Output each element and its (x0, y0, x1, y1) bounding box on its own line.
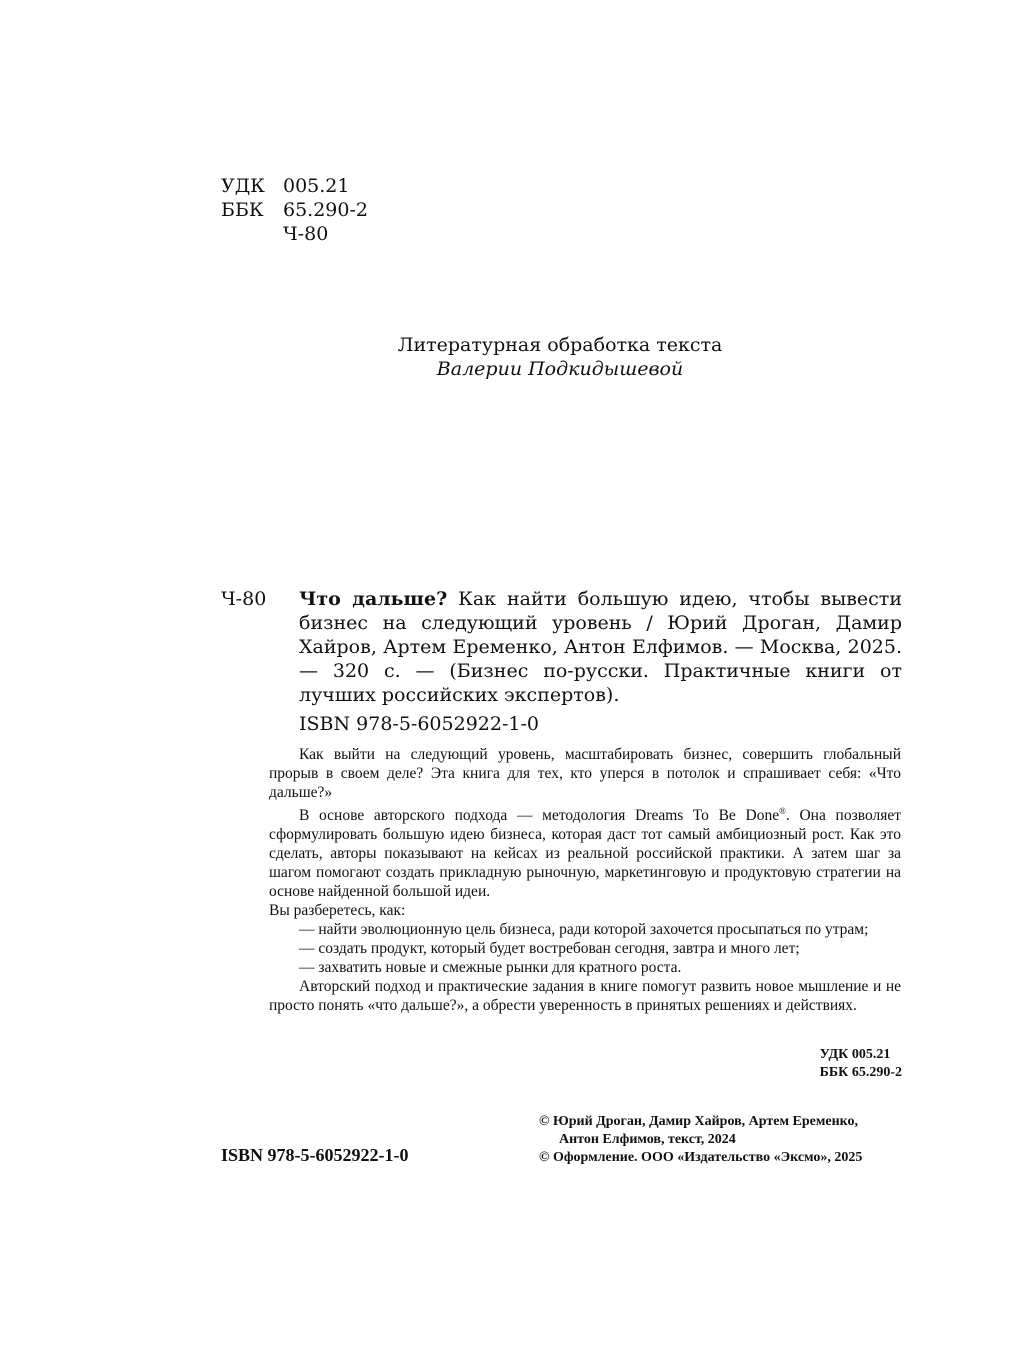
copyright-text: Антон Елфимов, текст, 2024 (559, 1132, 736, 1147)
bibliographic-record (221, 587, 902, 707)
annotation-list-item: — найти эволюционную цель бизнеса, ради которой захочется просыпаться по утрам; (299, 921, 869, 938)
editor-credit (300, 333, 820, 381)
annotation-list-item: — захватить новые и смежные рынки для кратного роста. (299, 959, 682, 976)
author-mark-code: Ч-80 (221, 588, 267, 610)
bbk-key: ББК (221, 199, 264, 221)
udk-key: УДК (221, 175, 265, 197)
udk-row (221, 174, 368, 198)
bbk-row (221, 198, 368, 222)
annotation-paragraph: Авторский подход и практические задания в книге помогут развить новое мышление и не просто понять «что дальше?», а обрести уверенность в принятых решениях и действиях. (269, 978, 901, 1014)
annotation-list-item: — создать продукт, который будет востребован сегодня, завтра и много лет; (299, 940, 800, 957)
annotation-paragraph: Как выйти на следующий уровень, масштабировать бизнес, совершить глобальный прорыв в своем деле? Эта книга для тех, кто уперся в потолок и спрашивает себя: «Что дальше?» (269, 746, 901, 801)
editor-line: Литературная обработка текста (397, 334, 723, 356)
udk-index: УДК 005.21 (819, 1047, 891, 1062)
book-title: Что дальше? (299, 588, 448, 610)
copyright-block (539, 1113, 902, 1167)
copyright-text: © Юрий Дроган, Дамир Хайров, Артем Еременко, (539, 1114, 859, 1129)
author-mark-row (221, 222, 368, 246)
classification-index (820, 1046, 902, 1082)
annotation-text: . Она позволяет сформулировать большую идею бизнеса, которая даст тот самый амбициозный рост. Как это сделать, авторы показывают на кейсах из реальной российской практики. А затем шаг за шагом помогают создать прикладную рыночную, маркетинговую и продуктовую стратегии на основе найденной большой идеи. (269, 807, 902, 900)
bibliographic-text (299, 587, 902, 707)
bbk-index: ББК 65.290-2 (819, 1065, 902, 1080)
registered-mark: ® (779, 806, 786, 816)
classification-block (221, 174, 368, 246)
bibliographic-description: Как найти большую идею, чтобы вывести бизнес на следующий уровень / Юрий Дроган, Дамир Хайров, Артем Еременко, Антон Елфимов. — Москва, 2025. — 320 с. — (Бизнес по-русски. Практичные книги от лучших российских экспертов). (299, 588, 902, 706)
annotation (269, 745, 901, 1015)
udk-value: 005.21 (283, 175, 350, 197)
author-mark: Ч-80 (283, 223, 329, 245)
editor-name: Валерии Подкидышевой (436, 358, 684, 380)
annotation-text: В основе авторского подхода — методология Dreams To Be Done (299, 807, 780, 824)
annotation-paragraph: Вы разберетесь, как: (269, 902, 406, 919)
isbn-record: ISBN 978-5-6052922-1-0 (299, 713, 539, 735)
bbk-value: 65.290-2 (283, 199, 368, 221)
isbn-footer: ISBN 978-5-6052922-1-0 (221, 1145, 409, 1165)
copyright-design: © Оформление. ООО «Издательство «Эксмо», 2025 (539, 1150, 863, 1165)
annotation-paragraph (269, 802, 901, 901)
